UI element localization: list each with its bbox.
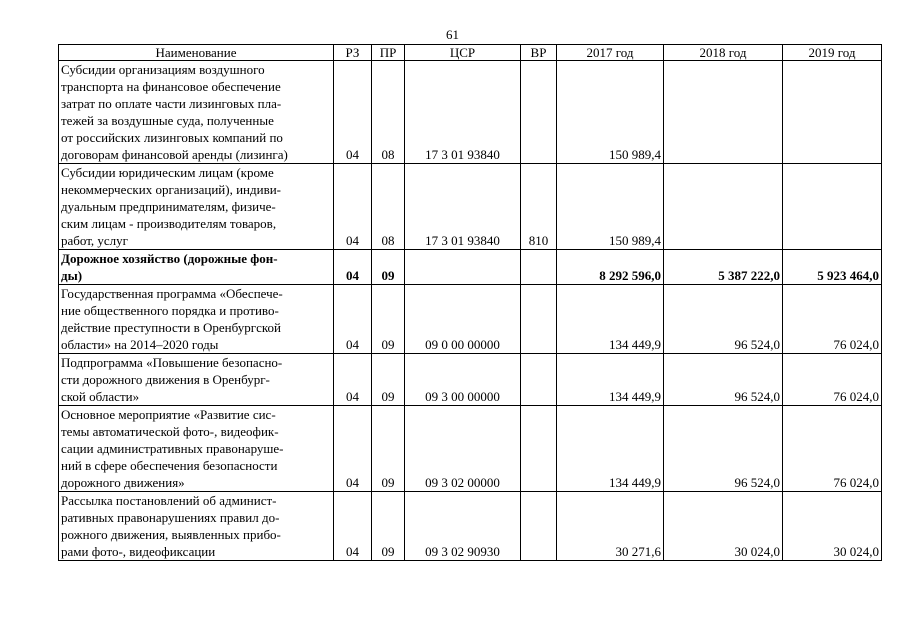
row-2019-cell: 76 024,0 — [783, 354, 882, 406]
row-pr-cell: 09 — [372, 250, 405, 285]
table-row — [59, 61, 882, 164]
header-2018: 2018 год — [664, 45, 783, 61]
row-pr-cell: 08 — [372, 61, 405, 164]
row-2019-cell: 76 024,0 — [783, 285, 882, 354]
row-name-cell: Дорожное хозяйство (дорожные фон- ды) — [59, 250, 334, 285]
table-row — [59, 250, 882, 285]
header-pr: ПР — [372, 45, 405, 61]
row-2018-cell: 96 524,0 — [664, 285, 783, 354]
page-number: 61 — [446, 27, 459, 42]
header-vr: ВР — [521, 45, 557, 61]
row-2018-cell: 96 524,0 — [664, 354, 783, 406]
row-2019-cell: 76 024,0 — [783, 406, 882, 492]
row-2017-cell: 8 292 596,0 — [557, 250, 664, 285]
row-2019-cell — [783, 61, 882, 164]
row-vr-cell — [521, 250, 557, 285]
row-2017-cell: 134 449,9 — [557, 406, 664, 492]
row-csr-cell: 17 3 01 93840 — [405, 164, 521, 250]
row-vr-cell — [521, 285, 557, 354]
row-csr-cell: 09 3 02 00000 — [405, 406, 521, 492]
row-rz-cell: 04 — [334, 285, 372, 354]
row-rz-cell: 04 — [334, 492, 372, 561]
row-rz-cell: 04 — [334, 354, 372, 406]
header-name: Наименование — [59, 45, 334, 61]
header-2019: 2019 год — [783, 45, 882, 61]
row-pr-cell: 08 — [372, 164, 405, 250]
row-name-cell: Государственная программа «Обеспече- ние общественного порядка и противо- действие преступности в Оренбургской области» на 2014–2020 годы — [59, 285, 334, 354]
row-2017-cell: 150 989,4 — [557, 61, 664, 164]
header-rz: РЗ — [334, 45, 372, 61]
row-pr-cell: 09 — [372, 354, 405, 406]
header-2017: 2017 год — [557, 45, 664, 61]
row-pr-cell: 09 — [372, 406, 405, 492]
row-2018-cell: 30 024,0 — [664, 492, 783, 561]
table-header-row — [59, 45, 882, 61]
budget-table — [58, 44, 882, 561]
row-vr-cell — [521, 406, 557, 492]
table-row — [59, 406, 882, 492]
row-2019-cell: 5 923 464,0 — [783, 250, 882, 285]
row-2018-cell — [664, 61, 783, 164]
row-vr-cell — [521, 61, 557, 164]
row-rz-cell: 04 — [334, 61, 372, 164]
table-row — [59, 164, 882, 250]
row-csr-cell: 09 0 00 00000 — [405, 285, 521, 354]
row-csr-cell — [405, 250, 521, 285]
row-2018-cell — [664, 164, 783, 250]
row-2019-cell — [783, 164, 882, 250]
row-2018-cell: 96 524,0 — [664, 406, 783, 492]
row-name-cell: Основное мероприятие «Развитие сис- темы автоматической фото-, видеофик- сации административных правонаруше- ний в сфере обеспечения безопасности дорожного движения» — [59, 406, 334, 492]
table-body — [59, 61, 882, 561]
table-row — [59, 285, 882, 354]
row-2017-cell: 134 449,9 — [557, 354, 664, 406]
row-2019-cell: 30 024,0 — [783, 492, 882, 561]
row-csr-cell: 17 3 01 93840 — [405, 61, 521, 164]
row-2018-cell: 5 387 222,0 — [664, 250, 783, 285]
table-row — [59, 492, 882, 561]
row-2017-cell: 150 989,4 — [557, 164, 664, 250]
row-name-cell: Субсидии юридическим лицам (кроме некоммерческих организаций), индиви- дуальным предпринимателям, физиче- ским лицам - производителям товаров, работ, услуг — [59, 164, 334, 250]
header-csr: ЦСР — [405, 45, 521, 61]
row-csr-cell: 09 3 00 00000 — [405, 354, 521, 406]
row-pr-cell: 09 — [372, 492, 405, 561]
table-row — [59, 354, 882, 406]
row-vr-cell — [521, 492, 557, 561]
row-name-cell: Субсидии организациям воздушного транспорта на финансовое обеспечение затрат по оплате части лизинговых пла- тежей за воздушные суда, полученные от российских лизинговых компаний по договорам финансовой аренды (лизинга) — [59, 61, 334, 164]
row-vr-cell — [521, 354, 557, 406]
row-2017-cell: 134 449,9 — [557, 285, 664, 354]
row-vr-cell: 810 — [521, 164, 557, 250]
row-rz-cell: 04 — [334, 250, 372, 285]
row-csr-cell: 09 3 02 90930 — [405, 492, 521, 561]
row-name-cell: Рассылка постановлений об админист- ративных правонарушениях правил до- рожного движения, выявленных прибо- рами фото-, видеофиксации — [59, 492, 334, 561]
row-rz-cell: 04 — [334, 406, 372, 492]
row-2017-cell: 30 271,6 — [557, 492, 664, 561]
row-name-cell: Подпрограмма «Повышение безопасно- сти дорожного движения в Оренбург- ской области» — [59, 354, 334, 406]
row-pr-cell: 09 — [372, 285, 405, 354]
row-rz-cell: 04 — [334, 164, 372, 250]
